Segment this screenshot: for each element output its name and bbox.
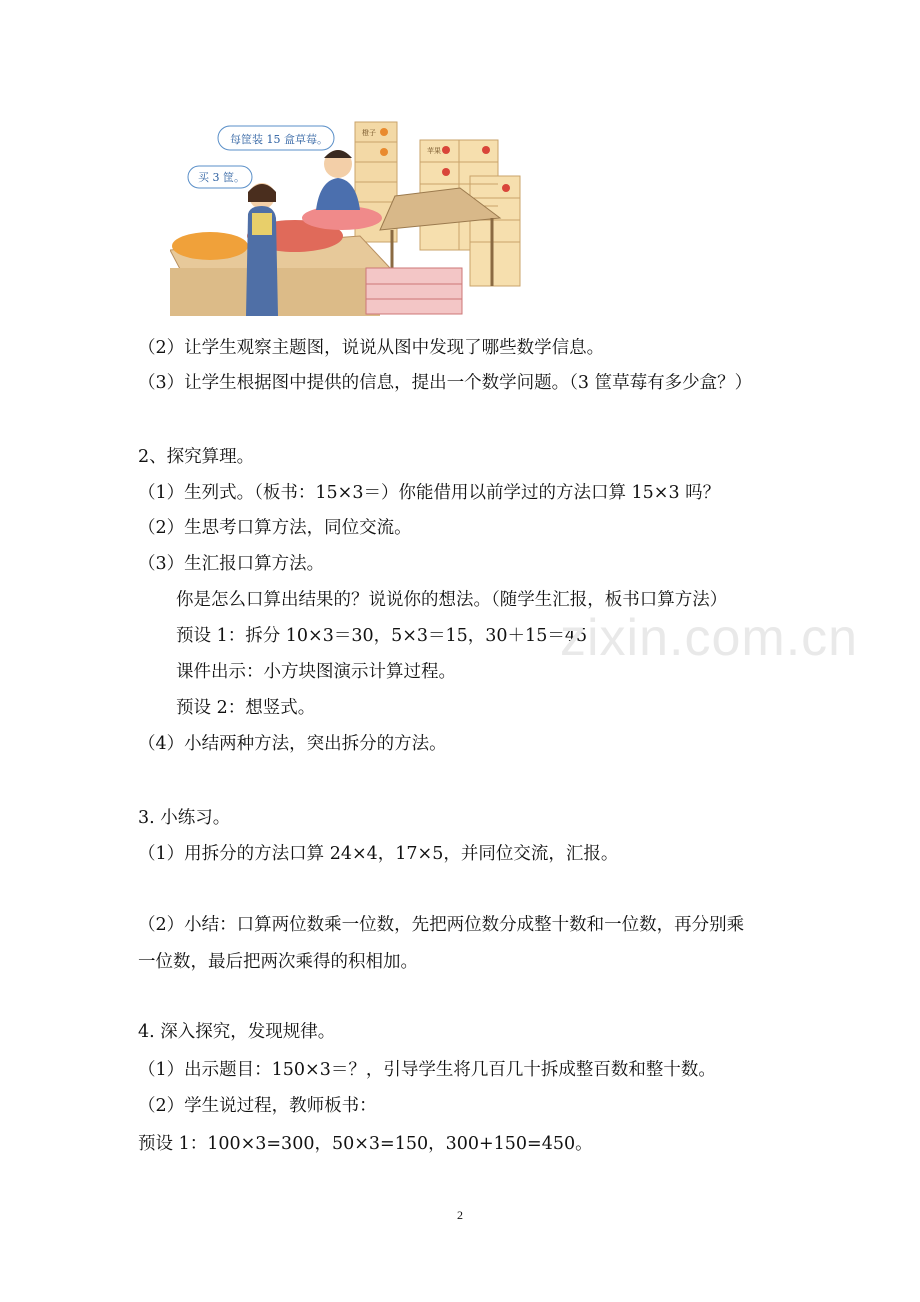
- svg-text:买 3 筐。: 买 3 筐。: [198, 171, 245, 184]
- textbook-illustration: [170, 118, 522, 316]
- section-heading: 3. 小练习。: [138, 808, 231, 828]
- speech-bubble: [218, 126, 334, 150]
- text-line: 预设 2：想竖式。: [176, 698, 316, 718]
- section-heading: 2、探究算理。: [138, 447, 255, 467]
- text-line: （4）小结两种方法，突出拆分的方法。: [138, 734, 447, 754]
- speech-bubble: [188, 166, 252, 188]
- text-line: 课件出示：小方块图演示计算过程。: [176, 662, 456, 682]
- text-line: （2）让学生观察主题图，说说从图中发现了哪些数学信息。: [138, 338, 605, 358]
- fruit-stall-drawing: [170, 118, 522, 316]
- watermark: zixin.com.cn: [560, 609, 859, 667]
- text-line: 你是怎么口算出结果的？说说你的想法。（随学生汇报，板书口算方法）: [176, 590, 728, 610]
- text-line: （1）出示题目：150×3＝？，引导学生将几百几十拆成整百数和整十数。: [138, 1060, 716, 1080]
- text-line: （2）小结：口算两位数乘一位数，先把两位数分成整十数和一位数，再分别乘: [138, 915, 745, 935]
- svg-text:每筐装 15 盒草莓。: 每筐装 15 盒草莓。: [230, 133, 328, 146]
- text-line: （3）生汇报口算方法。: [138, 554, 325, 574]
- text-line: 预设 1：100×3=300，50×3=150，300+150=450。: [138, 1134, 593, 1154]
- box-label: 苹果: [427, 147, 441, 155]
- section-heading: 4. 深入探究，发现规律。: [138, 1022, 336, 1042]
- text-line: （2）生思考口算方法，同位交流。: [138, 518, 412, 538]
- text-line: 一位数，最后把两次乘得的积相加。: [138, 952, 418, 972]
- box-label: 橙子: [362, 129, 376, 137]
- text-line: 预设 1：拆分 10×3＝30，5×3＝15，30＋15＝45: [176, 626, 588, 646]
- page-number: 2: [457, 1208, 463, 1222]
- text-line: （3）让学生根据图中提供的信息，提出一个数学问题。（3 筐草莓有多少盒？）: [138, 373, 753, 393]
- text-line: （1）用拆分的方法口算 24×4，17×5，并同位交流，汇报。: [138, 844, 619, 864]
- text-line: （1）生列式。（板书：15×3＝）你能借用以前学过的方法口算 15×3 吗？: [138, 483, 721, 503]
- text-line: （2）学生说过程，教师板书：: [138, 1096, 377, 1116]
